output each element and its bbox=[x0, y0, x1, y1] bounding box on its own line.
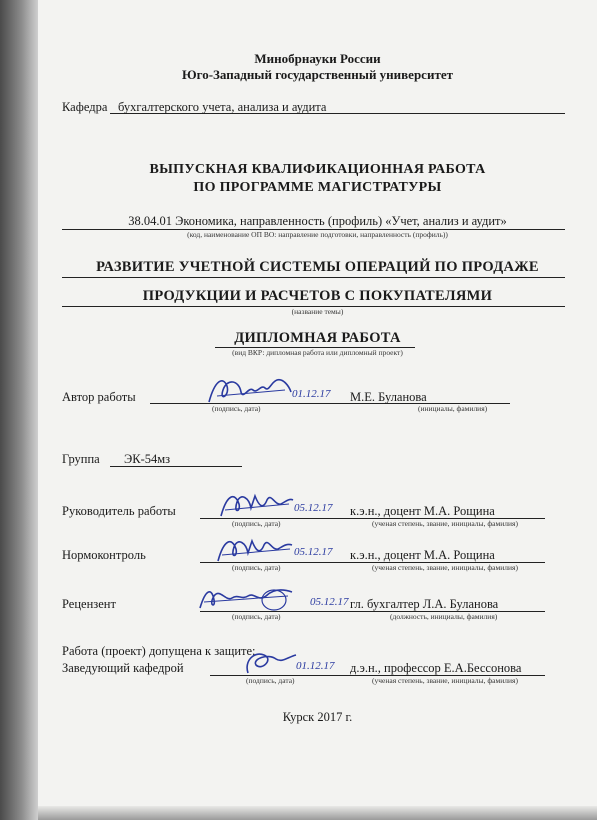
topic-line2: ПРОДУКЦИИ И РАСЧЕТОВ С ПОКУПАТЕЛЯМИ bbox=[142, 288, 493, 304]
work-title-line1: ВЫПУСКНАЯ КВАЛИФИКАЦИОННАЯ РАБОТА bbox=[149, 162, 486, 177]
author-label: Автор работы bbox=[62, 390, 136, 404]
supervisor-name: к.э.н., доцент М.А. Рощина bbox=[350, 504, 495, 518]
department-label: Кафедра bbox=[62, 100, 108, 114]
normcontrol-signature bbox=[212, 533, 296, 567]
reviewer-sign-hint: (подпись, дата) bbox=[232, 612, 281, 621]
reviewer-name: гл. бухгалтер Л.А. Буланова bbox=[350, 597, 499, 611]
supervisor-label: Руководитель работы bbox=[62, 504, 176, 518]
university-name: Юго-Западный государственный университет bbox=[182, 67, 453, 82]
normcontrol-name-hint: (ученая степень, звание, инициалы, фамилия) bbox=[372, 563, 518, 572]
department-value: бухгалтерского учета, анализа и аудита bbox=[118, 100, 327, 114]
admission-sign-date: 01.12.17 bbox=[296, 660, 335, 672]
group-value: ЭК-54мз bbox=[124, 452, 171, 466]
page-bottom-shadow bbox=[38, 806, 597, 820]
supervisor-sign-hint: (подпись, дата) bbox=[232, 519, 281, 528]
author-sign-hint: (подпись, дата) bbox=[212, 404, 261, 413]
city-year: Курск 2017 г. bbox=[282, 710, 353, 724]
head-name: д.э.н., профессор Е.А.Бессонова bbox=[350, 661, 522, 675]
normcontrol-sign-hint: (подпись, дата) bbox=[232, 563, 281, 572]
work-title-line2: ПО ПРОГРАММЕ МАГИСТРАТУРЫ bbox=[193, 180, 442, 195]
supervisor-signature bbox=[215, 488, 295, 522]
document-binding-edge bbox=[0, 0, 38, 820]
topic-hint: (название темы) bbox=[291, 307, 344, 316]
head-name-hint: (ученая степень, звание, инициалы, фамилия) bbox=[372, 676, 518, 685]
author-name-hint: (инициалы, фамилия) bbox=[418, 404, 488, 413]
admission-label: Работа (проект) допущена к защите: bbox=[62, 644, 256, 658]
direction-value: 38.04.01 Экономика, направленность (профиль) «Учет, анализ и аудит» bbox=[128, 214, 507, 228]
admission-sign-hint: (подпись, дата) bbox=[246, 676, 295, 685]
reviewer-label: Рецензент bbox=[62, 597, 116, 611]
ministry-name: Минобрнауки России bbox=[254, 51, 381, 66]
head-signature bbox=[240, 647, 300, 679]
normcontrol-name: к.э.н., доцент М.А. Рощина bbox=[350, 548, 495, 562]
document-page bbox=[38, 0, 597, 820]
supervisor-sign-date: 05.12.17 bbox=[294, 502, 333, 514]
group-label: Группа bbox=[62, 452, 100, 466]
reviewer-signature bbox=[196, 582, 296, 616]
reviewer-name-hint: (должность, инициалы, фамилия) bbox=[390, 612, 498, 621]
group-underline bbox=[110, 466, 242, 467]
department-underline bbox=[110, 113, 565, 114]
normcontrol-label: Нормоконтроль bbox=[62, 548, 146, 562]
supervisor-name-hint: (ученая степень, звание, инициалы, фамилия) bbox=[372, 519, 518, 528]
reviewer-sign-date: 05.12.17 bbox=[310, 596, 349, 608]
work-type-value: ДИПЛОМНАЯ РАБОТА bbox=[234, 330, 401, 346]
direction-hint: (код, наименование ОП ВО: направление подготовки, направленность (профиль)) bbox=[187, 230, 448, 239]
author-sign-date: 01.12.17 bbox=[292, 388, 331, 400]
head-of-department-label: Заведующий кафедрой bbox=[62, 661, 184, 675]
author-name: М.Е. Буланова bbox=[350, 390, 427, 404]
normcontrol-sign-date: 05.12.17 bbox=[294, 546, 333, 558]
author-signature bbox=[205, 372, 295, 408]
topic-underline-1 bbox=[62, 277, 565, 278]
topic-line1: РАЗВИТИЕ УЧЕТНОЙ СИСТЕМЫ ОПЕРАЦИЙ ПО ПРОДАЖЕ bbox=[96, 259, 539, 275]
work-type-hint: (вид ВКР: дипломная работа или дипломный проект) bbox=[232, 348, 403, 357]
